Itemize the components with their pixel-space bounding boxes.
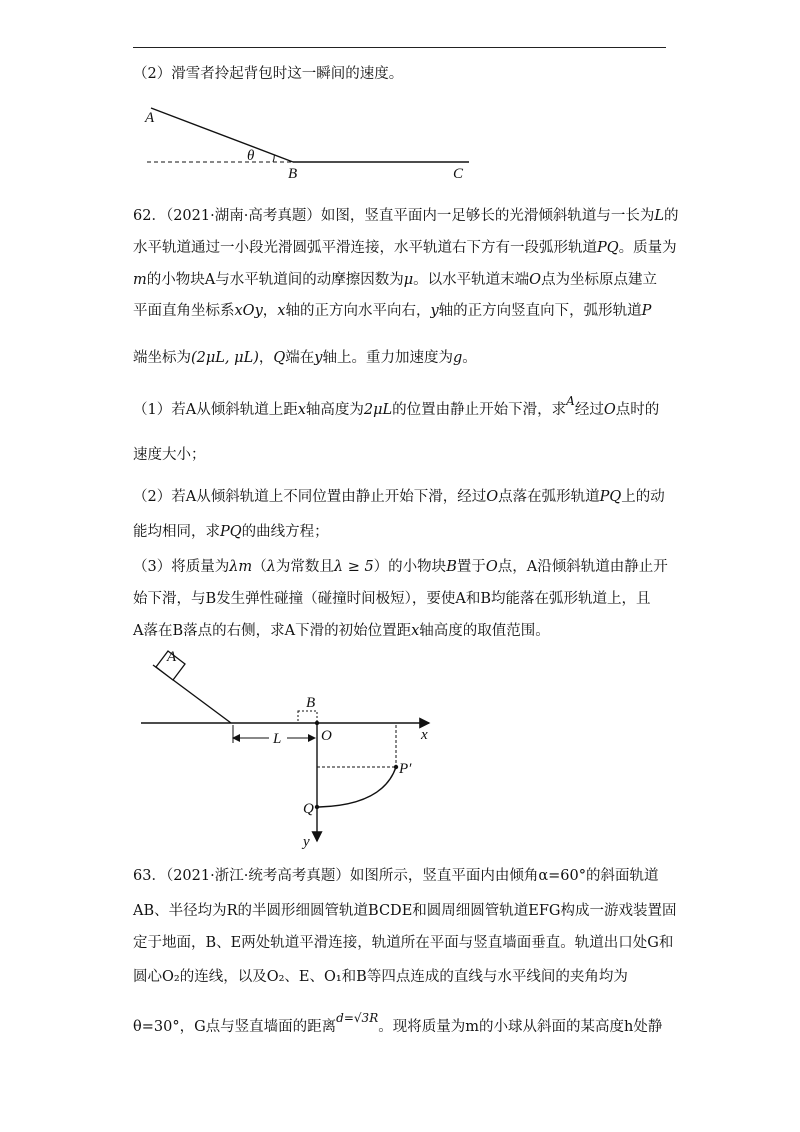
q63-line2: AB、半径均为R的半圆形细圆管轨道BCDE和圆周细圆管轨道EFG构成一游戏装置固: [133, 903, 677, 919]
track-figure: [133, 645, 443, 850]
q61-part2: （2）滑雪者拎起背包时这一瞬间的速度。: [133, 66, 404, 82]
fig-label-x: x: [421, 727, 428, 743]
q63-line1: 63．（2021·浙江·统考高考真题）如图所示，竖直平面内由倾角α=60°的斜面轨道: [133, 868, 659, 884]
point-q: [315, 805, 319, 809]
q62-part2: （2）若A从倾斜轨道上不同位置由静止开始下滑，经过O点落在弧形轨道PQ上的动: [133, 489, 665, 505]
theta-arc: [273, 155, 274, 162]
label-b: B: [288, 166, 298, 182]
q62-part3-line3: A落在B落点的右侧，求A下滑的初始位置距x轴高度的取值范围。: [133, 623, 550, 639]
q63-line4: 圆心O₂的连线，以及O₂、E、O₁和B等四点连成的直线与水平线间的夹角均为: [133, 969, 628, 985]
header-rule: [133, 47, 666, 48]
q63-line5: θ=30°，G点与竖直墙面的距离$^{d=√3R}$。现将质量为m的小球从斜面的某高度h处静: [133, 1011, 663, 1035]
slope-ab: [151, 108, 293, 162]
fig-label-a: A: [167, 649, 177, 665]
arc-pq: [319, 767, 396, 807]
fig-label-q: Q: [303, 801, 314, 817]
fig-label-b: B: [306, 695, 316, 711]
q62-line3: m的小物块A与水平轨道间的动摩擦因数为μ。以水平轨道末端O点为坐标原点建立: [133, 272, 658, 288]
q62-part3: （3）将质量为λm（λ为常数且λ ≥ 5）的小物块B置于O点，A沿倾斜轨道由静止开: [133, 559, 668, 575]
label-theta: θ: [247, 148, 255, 164]
fig-label-p: P′: [399, 761, 412, 777]
q62-line2: 水平轨道通过一小段光滑圆弧平滑连接，水平轨道右下方有一段弧形轨道PQ。质量为: [133, 240, 677, 256]
label-c: C: [453, 166, 464, 182]
fig-label-y: y: [303, 834, 310, 850]
label-a: A: [145, 110, 155, 126]
q62-part2-cont: 能均相同，求PQ的曲线方程；: [133, 524, 329, 540]
q62-line4: 平面直角坐标系xOy，x轴的正方向水平向右，y轴的正方向竖直向下，弧形轨道P: [133, 303, 652, 319]
q62-line1: 62．（2021·湖南·高考真题）如图，竖直平面内一足够长的光滑倾斜轨道与一长为L的: [133, 208, 679, 224]
slope-figure: [133, 100, 493, 182]
block-b: [298, 711, 317, 723]
point-p: [394, 765, 398, 769]
fig-label-o: O: [321, 728, 332, 744]
q62-part1: （1）若A从倾斜轨道上距x轴高度为2μL的位置由静止开始下滑，求$^A$经过O点时的: [133, 394, 660, 418]
q63-line3: 定于地面，B、E两处轨道平滑连接，轨道所在平面与竖直墙面垂直。轨道出口处G和: [133, 935, 674, 951]
q62-part3-line2: 始下滑，与B发生弹性碰撞（碰撞时间极短），要使A和B均能落在弧形轨道上，且: [133, 591, 651, 607]
q62-part1-cont: 速度大小；: [133, 447, 206, 463]
q62-line5: 端坐标为(2μL, μL)，Q端在y轴上。重力加速度为g。: [133, 350, 477, 366]
fig-label-l: L: [273, 731, 282, 747]
